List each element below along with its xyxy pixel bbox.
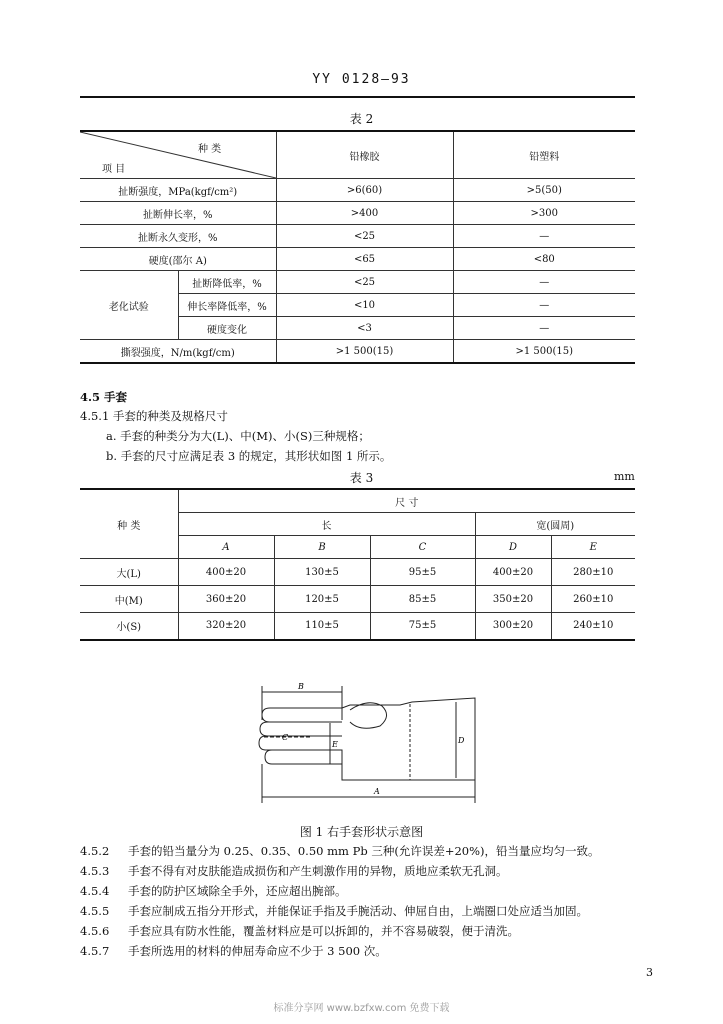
aging-test-label: 老化试验 bbox=[80, 271, 178, 340]
cell: >6(60) bbox=[276, 179, 453, 202]
row-label: 扯断永久变形，% bbox=[80, 225, 276, 248]
cell: <80 bbox=[453, 248, 635, 271]
col-A: A bbox=[178, 536, 274, 559]
length-header: 长 bbox=[178, 513, 475, 536]
row-label: 硬度变化 bbox=[178, 317, 276, 340]
kind-header: 种 类 bbox=[80, 489, 178, 559]
cell: 320±20 bbox=[178, 613, 274, 640]
cell: <25 bbox=[276, 271, 453, 294]
cell: >300 bbox=[453, 202, 635, 225]
clause-4-5-4 bbox=[80, 883, 680, 903]
row-label: 硬度(邵尔 A) bbox=[80, 248, 276, 271]
table-row bbox=[80, 225, 635, 248]
cell: 350±20 bbox=[475, 586, 551, 613]
cell: <10 bbox=[276, 294, 453, 317]
cell: 95±5 bbox=[370, 559, 475, 586]
clause-4-5-7 bbox=[80, 943, 680, 963]
glove-diagram bbox=[250, 680, 500, 805]
table2-col-lead-plastic: 铅塑料 bbox=[453, 131, 635, 179]
table3-caption: 表 3 bbox=[349, 471, 374, 485]
cell: 260±10 bbox=[551, 586, 635, 613]
section-4-5-1: 4.5.1 手套的种类及规格尺寸 bbox=[80, 409, 228, 423]
cell: 400±20 bbox=[475, 559, 551, 586]
item-a: a. 手套的种类分为大(L)、中(M)、小(S)三种规格； bbox=[106, 429, 370, 443]
kind-label: 小(S) bbox=[80, 613, 178, 640]
section-4-5-heading: 4.5 手套 bbox=[80, 390, 128, 404]
clause-4-5-5 bbox=[80, 903, 680, 923]
table-row bbox=[80, 271, 635, 294]
cell: <25 bbox=[276, 225, 453, 248]
col-B: B bbox=[274, 536, 370, 559]
clause-number: 4.5.3 bbox=[80, 864, 110, 878]
cell: 75±5 bbox=[370, 613, 475, 640]
clause-number: 4.5.5 bbox=[80, 904, 110, 918]
cell: 280±10 bbox=[551, 559, 635, 586]
table2-corner-cell bbox=[80, 131, 276, 179]
table-row bbox=[80, 586, 635, 613]
clause-number: 4.5.6 bbox=[80, 924, 110, 938]
table-row bbox=[80, 613, 635, 640]
clause-text: 手套的铅当量分为 0.25、0.35、0.50 mm Pb 三种(允许误差+20%)，铅当量应均匀一致。 bbox=[128, 844, 600, 858]
cell: <65 bbox=[276, 248, 453, 271]
clause-4-5-3 bbox=[80, 863, 680, 883]
table-row bbox=[80, 559, 635, 586]
page-number: 3 bbox=[646, 966, 653, 979]
cell: >5(50) bbox=[453, 179, 635, 202]
cell: 360±20 bbox=[178, 586, 274, 613]
label-A: A bbox=[374, 787, 380, 796]
table-row bbox=[80, 248, 635, 271]
cell: 130±5 bbox=[274, 559, 370, 586]
clause-number: 4.5.4 bbox=[80, 884, 110, 898]
corner-bottom-label: 项 目 bbox=[102, 164, 126, 175]
cell: — bbox=[453, 225, 635, 248]
label-B: B bbox=[298, 682, 304, 691]
figure-caption: 图 1 右手套形状示意图 bbox=[299, 825, 424, 839]
table-row bbox=[80, 179, 635, 202]
table2-caption: 表 2 bbox=[349, 112, 374, 126]
finger-1 bbox=[262, 708, 342, 722]
row-label: 伸长率降低率，% bbox=[178, 294, 276, 317]
kind-label: 中(M) bbox=[80, 586, 178, 613]
row-label: 扯断强度，MPa(kgf/cm²) bbox=[80, 179, 276, 202]
clause-number: 4.5.2 bbox=[80, 844, 110, 858]
cell: <3 bbox=[276, 317, 453, 340]
table2-col-lead-rubber: 铅橡胶 bbox=[276, 131, 453, 179]
cell: — bbox=[453, 271, 635, 294]
clause-text: 手套应制成五指分开形式，并能保证手指及手腕活动、伸屈自由，上端圈口处应适当加固。 bbox=[128, 904, 588, 918]
table3-header-row bbox=[80, 489, 635, 513]
col-E: E bbox=[551, 536, 635, 559]
footer-watermark: 标准分享网 www.bzfxw.com 免费下载 bbox=[273, 1003, 450, 1014]
col-C: C bbox=[370, 536, 475, 559]
cell: >400 bbox=[276, 202, 453, 225]
table-row bbox=[80, 202, 635, 225]
row-label: 扯断伸长率，% bbox=[80, 202, 276, 225]
cell: 300±20 bbox=[475, 613, 551, 640]
table-row bbox=[80, 340, 635, 364]
clauses-list bbox=[80, 843, 680, 963]
item-b: b. 手套的尺寸应满足表 3 的规定，其形状如图 1 所示。 bbox=[106, 449, 392, 463]
table3-unit: mm bbox=[614, 470, 635, 483]
clause-text: 手套的防护区域除全手外，还应超出腕部。 bbox=[128, 884, 347, 898]
cell: 400±20 bbox=[178, 559, 274, 586]
palm-outline bbox=[342, 698, 475, 780]
cell: 240±10 bbox=[551, 613, 635, 640]
header-rule bbox=[80, 96, 635, 98]
table2-header-row bbox=[80, 131, 635, 179]
row-label: 扯断降低率，% bbox=[178, 271, 276, 294]
size-header: 尺 寸 bbox=[178, 489, 635, 513]
width-header: 宽(圆周) bbox=[475, 513, 635, 536]
clause-number: 4.5.7 bbox=[80, 944, 110, 958]
corner-top-label: 种 类 bbox=[198, 144, 222, 155]
cell: 110±5 bbox=[274, 613, 370, 640]
table3 bbox=[80, 488, 635, 641]
cell: 85±5 bbox=[370, 586, 475, 613]
label-E: E bbox=[332, 740, 338, 749]
label-C: C bbox=[282, 733, 289, 742]
thumb bbox=[350, 703, 387, 728]
row-label: 撕裂强度，N/m(kgf/cm) bbox=[80, 340, 276, 364]
kind-label: 大(L) bbox=[80, 559, 178, 586]
cell: >1 500(15) bbox=[276, 340, 453, 364]
clause-text: 手套所选用的材料的伸屈寿命应不少于 3 500 次。 bbox=[128, 944, 387, 958]
clause-4-5-6 bbox=[80, 923, 680, 943]
label-D: D bbox=[458, 736, 465, 745]
table2 bbox=[80, 130, 635, 364]
clause-text: 手套不得有对皮肤能造成损伤和产生刺激作用的异物，质地应柔软无孔洞。 bbox=[128, 864, 508, 878]
clause-text: 手套应具有防水性能，覆盖材料应是可以拆卸的，并不容易破裂，便于清洗。 bbox=[128, 924, 519, 938]
cell: 120±5 bbox=[274, 586, 370, 613]
document-code: YY 0128—93 bbox=[312, 72, 411, 87]
cell: >1 500(15) bbox=[453, 340, 635, 364]
clause-4-5-2 bbox=[80, 843, 680, 863]
cell: — bbox=[453, 317, 635, 340]
col-D: D bbox=[475, 536, 551, 559]
cell: — bbox=[453, 294, 635, 317]
